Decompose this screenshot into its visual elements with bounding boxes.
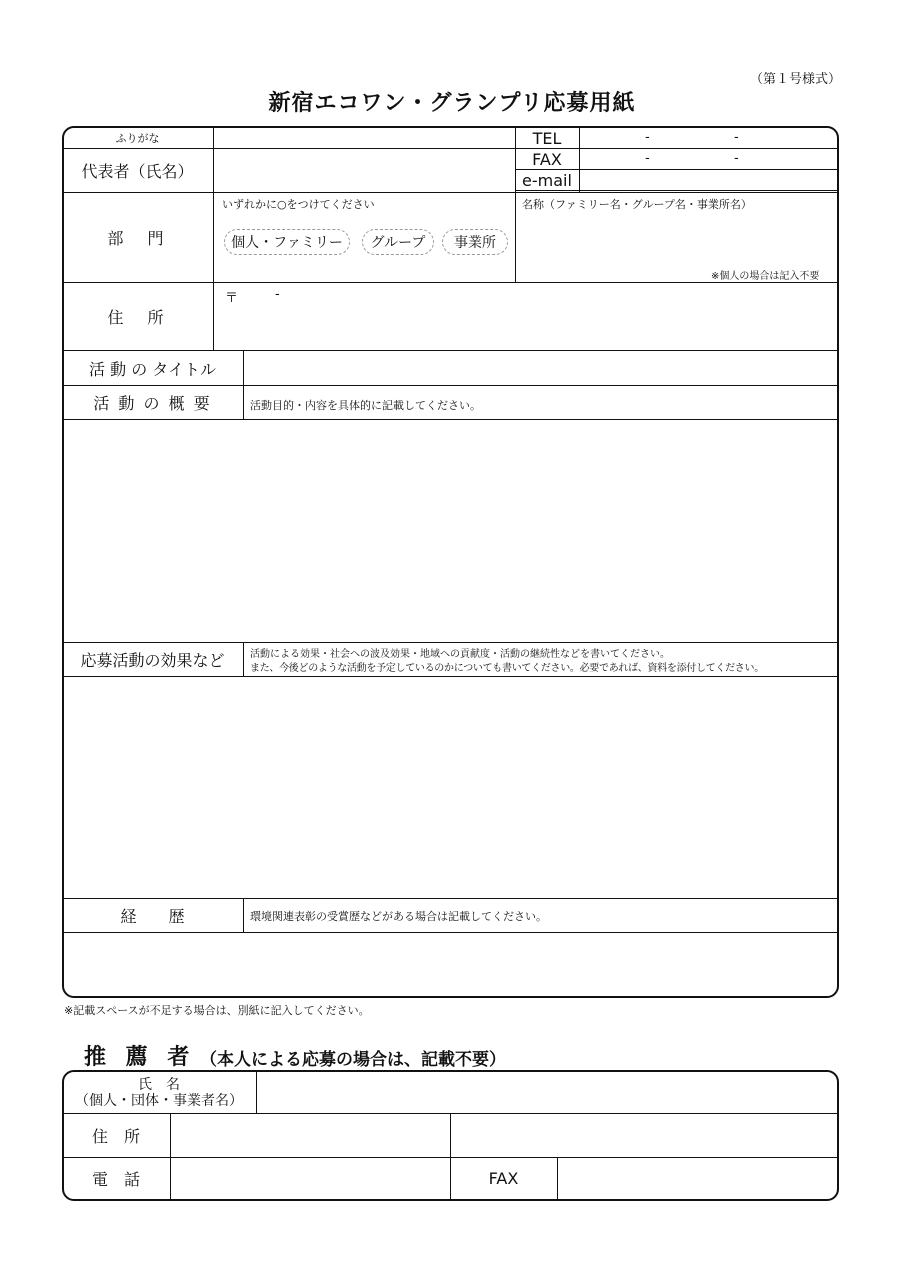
career-label: 経 歴 xyxy=(120,907,185,926)
address-field[interactable] xyxy=(214,283,837,350)
org-name-label: 名称（ファミリー名・グループ名・事業所名） xyxy=(522,198,752,211)
fax-field[interactable] xyxy=(580,149,837,169)
option-business[interactable]: 事業所 xyxy=(442,229,508,255)
tel-label: TEL xyxy=(532,128,562,148)
postal-dash: - xyxy=(275,287,280,302)
recommender-address-field-2[interactable] xyxy=(451,1114,837,1157)
representative-name-field[interactable] xyxy=(214,149,514,192)
effects-label: 応募活動の効果など xyxy=(80,651,225,670)
career-hint: 環境関連表彰の受賞歴などがある場合は記載してください。 xyxy=(250,910,547,923)
org-name-note: ※個人の場合は記入不要 xyxy=(711,271,820,282)
recommender-subtitle: （本人による応募の場合は、記載不要） xyxy=(200,1050,506,1070)
tel-dash-2: - xyxy=(734,130,739,145)
email-label: e-mail xyxy=(522,171,572,190)
recommender-fax-field[interactable] xyxy=(558,1158,837,1199)
fax-dash-1: - xyxy=(645,151,650,166)
recommender-title: 推 薦 者 xyxy=(84,1045,196,1070)
email-field[interactable] xyxy=(580,170,837,191)
activity-title-field[interactable] xyxy=(244,351,837,385)
activity-summary-hint: 活動目的・内容を具体的に記載してください。 xyxy=(250,399,481,412)
recommender-fax-label: FAX xyxy=(488,1169,519,1188)
furigana-field[interactable] xyxy=(214,128,514,148)
activity-summary-field[interactable] xyxy=(63,420,837,642)
form-code: （第１号様式） xyxy=(750,72,842,87)
address-label: 住 所 xyxy=(107,308,168,327)
recommender-name-sublabel: （個人・団体・事業者名） xyxy=(75,1092,243,1109)
postal-mark: 〒 xyxy=(225,291,239,306)
recommender-name-label: 氏 名 xyxy=(138,1076,180,1093)
activity-title-label: 活 動 の タイトル xyxy=(89,359,216,379)
category-label: 部 門 xyxy=(107,229,168,248)
activity-summary-label: 活 動 の 概 要 xyxy=(93,394,212,413)
recommender-phone-label: 電 話 xyxy=(91,1170,140,1189)
option-group[interactable]: グループ xyxy=(362,229,434,255)
recommender-address-label: 住 所 xyxy=(91,1127,140,1146)
career-field[interactable] xyxy=(63,933,837,995)
recommender-address-field-1[interactable] xyxy=(171,1114,450,1157)
category-instruction: いずれかに○をつけてください xyxy=(222,198,375,211)
tel-field[interactable] xyxy=(580,128,837,148)
option-individual-family[interactable]: 個人・ファミリー xyxy=(224,229,350,255)
space-note: ※記載スペースが不足する場合は、別紙に記入してください。 xyxy=(64,1004,370,1017)
org-name-field[interactable] xyxy=(516,212,837,264)
tel-dash-1: - xyxy=(645,130,650,145)
recommender-name-field[interactable] xyxy=(257,1072,837,1113)
effects-hint-2: また、今後どのような活動を予定しているのかについても書いてください。必要であれば、資料を添付してください。 xyxy=(250,663,764,674)
page-title: 新宿エコワン・グランプリ応募用紙 xyxy=(268,91,636,116)
effects-hint-1: 活動による効果・社会への波及効果・地域への貢献度・活動の継続性などを書いてください。 xyxy=(250,649,670,660)
furigana-label: ふりがな xyxy=(115,132,160,145)
effects-field[interactable] xyxy=(63,677,837,898)
fax-label: FAX xyxy=(532,149,562,169)
recommender-phone-field[interactable] xyxy=(171,1158,450,1199)
fax-dash-2: - xyxy=(734,151,739,166)
representative-label: 代表者（氏名） xyxy=(81,162,194,181)
